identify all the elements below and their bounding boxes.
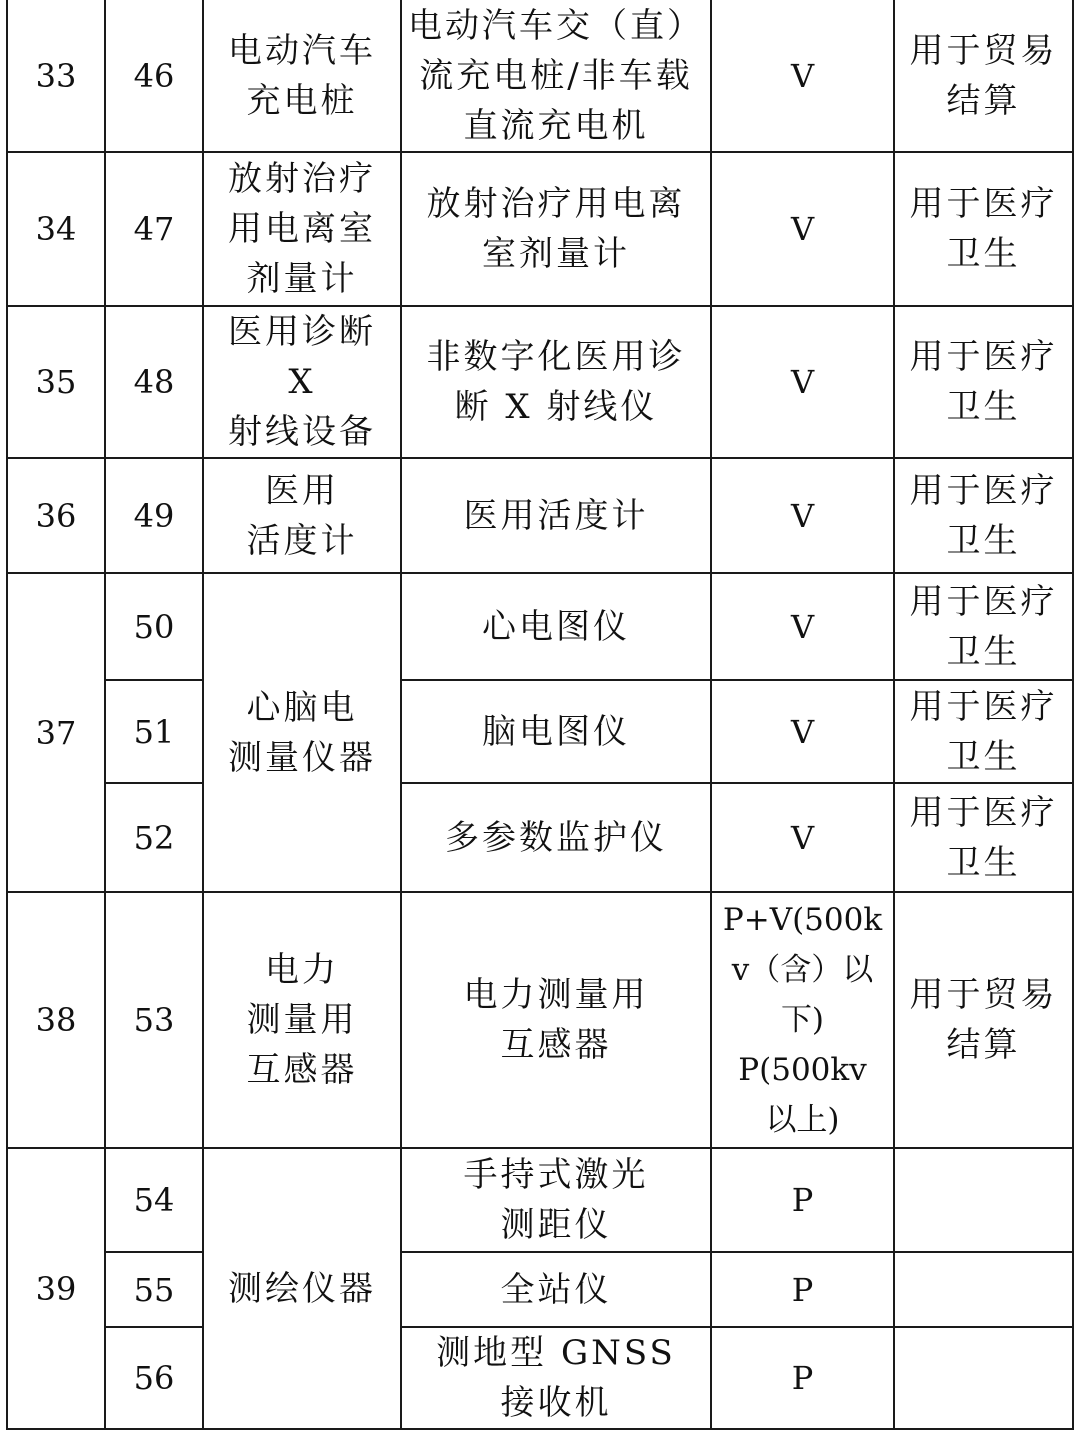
name-cell: 手持式激光 测距仪 [401,1148,711,1252]
category-cell: 心脑电 测量仪器 [203,573,401,892]
table-row [7,1148,1073,1252]
table-row [7,152,1073,306]
name-cell: 非数字化医用诊 断 X 射线仪 [401,306,711,458]
table-row [7,1252,1073,1327]
seq-cell: 36 [7,458,105,573]
no-cell: 54 [105,1148,203,1252]
category-cell: 测绘仪器 [203,1148,401,1429]
seq-cell: 33 [7,0,105,152]
accept-cell: V [711,680,894,783]
no-cell: 50 [105,573,203,680]
accept-cell: V [711,152,894,306]
name-cell: 全站仪 [401,1252,711,1327]
name-cell: 测地型 GNSS 接收机 [401,1327,711,1429]
table-row [7,573,1073,680]
no-cell: 49 [105,458,203,573]
accept-cell: P [711,1252,894,1327]
no-cell: 48 [105,306,203,458]
table-row [7,680,1073,783]
no-cell: 52 [105,783,203,892]
category-cell: 电动汽车 充电桩 [203,0,401,152]
category-cell: 放射治疗 用电离室 剂量计 [203,152,401,306]
seq-cell: 37 [7,573,105,892]
note-cell: 用于医疗 卫生 [894,152,1073,306]
name-cell: 电力测量用 互感器 [401,892,711,1148]
seq-cell: 39 [7,1148,105,1429]
accept-cell: V [711,783,894,892]
no-cell: 51 [105,680,203,783]
accept-cell: P+V(500k v（含）以 下) P(500kv 以上) [711,892,894,1148]
note-cell: 用于贸易 结算 [894,0,1073,152]
seq-cell: 35 [7,306,105,458]
accept-cell: V [711,0,894,152]
table-row [7,892,1073,1148]
note-cell [894,1148,1073,1252]
no-cell: 46 [105,0,203,152]
no-cell: 47 [105,152,203,306]
no-cell: 56 [105,1327,203,1429]
seq-cell: 34 [7,152,105,306]
table-row [7,458,1073,573]
note-cell: 用于贸易 结算 [894,892,1073,1148]
accept-cell: P [711,1148,894,1252]
note-cell [894,1327,1073,1429]
no-cell: 53 [105,892,203,1148]
table-row [7,1327,1073,1429]
accept-cell: P [711,1327,894,1429]
category-cell: 医用 活度计 [203,458,401,573]
note-cell: 用于医疗 卫生 [894,306,1073,458]
table-row [7,783,1073,892]
name-cell: 脑电图仪 [401,680,711,783]
name-cell: 电动汽车交（直） 流充电桩/非车载 直流充电机 [401,0,711,152]
table-row [7,0,1073,152]
note-cell: 用于医疗 卫生 [894,783,1073,892]
category-cell: 医用诊断 X 射线设备 [203,306,401,458]
table-row [7,306,1073,458]
note-cell [894,1252,1073,1327]
seq-cell: 38 [7,892,105,1148]
instrument-table [6,0,1074,1430]
note-cell: 用于医疗 卫生 [894,458,1073,573]
no-cell: 55 [105,1252,203,1327]
accept-cell: V [711,458,894,573]
name-cell: 医用活度计 [401,458,711,573]
name-cell: 多参数监护仪 [401,783,711,892]
category-cell: 电力 测量用 互感器 [203,892,401,1148]
accept-cell: V [711,306,894,458]
name-cell: 心电图仪 [401,573,711,680]
note-cell: 用于医疗 卫生 [894,573,1073,680]
accept-cell: V [711,573,894,680]
name-cell: 放射治疗用电离 室剂量计 [401,152,711,306]
note-cell: 用于医疗 卫生 [894,680,1073,783]
